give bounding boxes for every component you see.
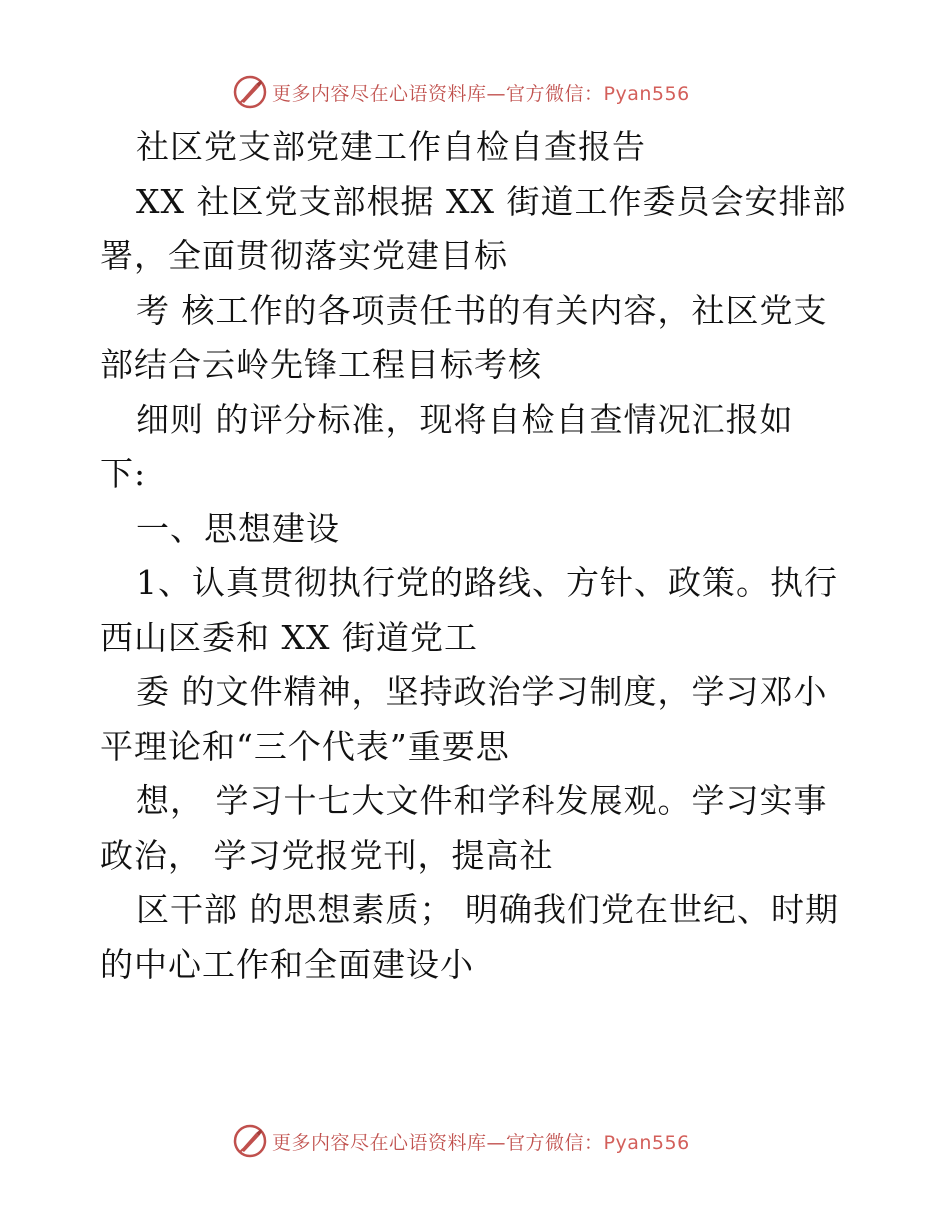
- paragraph-line: 想， 学习十七大文件和学科发展观。学习实事: [136, 781, 828, 820]
- paragraph-line: 区干部 的思想素质； 明确我们党在世纪、时期: [136, 890, 839, 929]
- paragraph-line: 考 核工作的各项责任书的有关内容，社区党支: [136, 290, 828, 330]
- watermark-banner-top: [232, 72, 732, 112]
- section-heading: 一、思想建设: [136, 508, 340, 548]
- paragraph-line: 委 的文件精神，坚持政治学习制度，学习邓小: [136, 672, 828, 711]
- watermark-handle: Pyan556: [603, 1131, 690, 1154]
- paragraph-line: 细则 的评分标准，现将自检自查情况汇报如: [136, 399, 794, 439]
- paragraph-line: 西山区委和 XX 街道党工: [100, 617, 478, 657]
- watermark-text: 更多内容尽在心语资料库—官方微信：Pyan556: [272, 1131, 690, 1154]
- paragraph-line: 部结合云岭先锋工程目标考核: [100, 345, 542, 384]
- paragraph-line: XX 社区党支部根据 XX 街道工作委员会安排部: [136, 181, 847, 221]
- paragraph-line: 署，全面贯彻落实党建目标: [100, 236, 508, 275]
- quill-logo-icon: [232, 74, 268, 110]
- paragraph-line: 平理论和“三个代表”重要思: [100, 726, 510, 766]
- paragraph-line: 下:: [100, 454, 147, 493]
- paragraph-line: 1、认真贯彻执行党的路线、方针、政策。执行: [136, 563, 838, 602]
- paragraph-line: 的中心工作和全面建设小: [100, 944, 474, 984]
- watermark-banner-bottom: [232, 1121, 732, 1161]
- document-body: [100, 120, 860, 992]
- quill-logo-icon: [232, 1123, 268, 1159]
- paragraph-line: 政治， 学习党报党刊，提高社: [100, 835, 554, 875]
- document-title: 社区党支部党建工作自检自查报告: [136, 127, 646, 166]
- watermark-handle: Pyan556: [603, 82, 690, 105]
- watermark-text: 更多内容尽在心语资料库—官方微信：Pyan556: [272, 82, 690, 105]
